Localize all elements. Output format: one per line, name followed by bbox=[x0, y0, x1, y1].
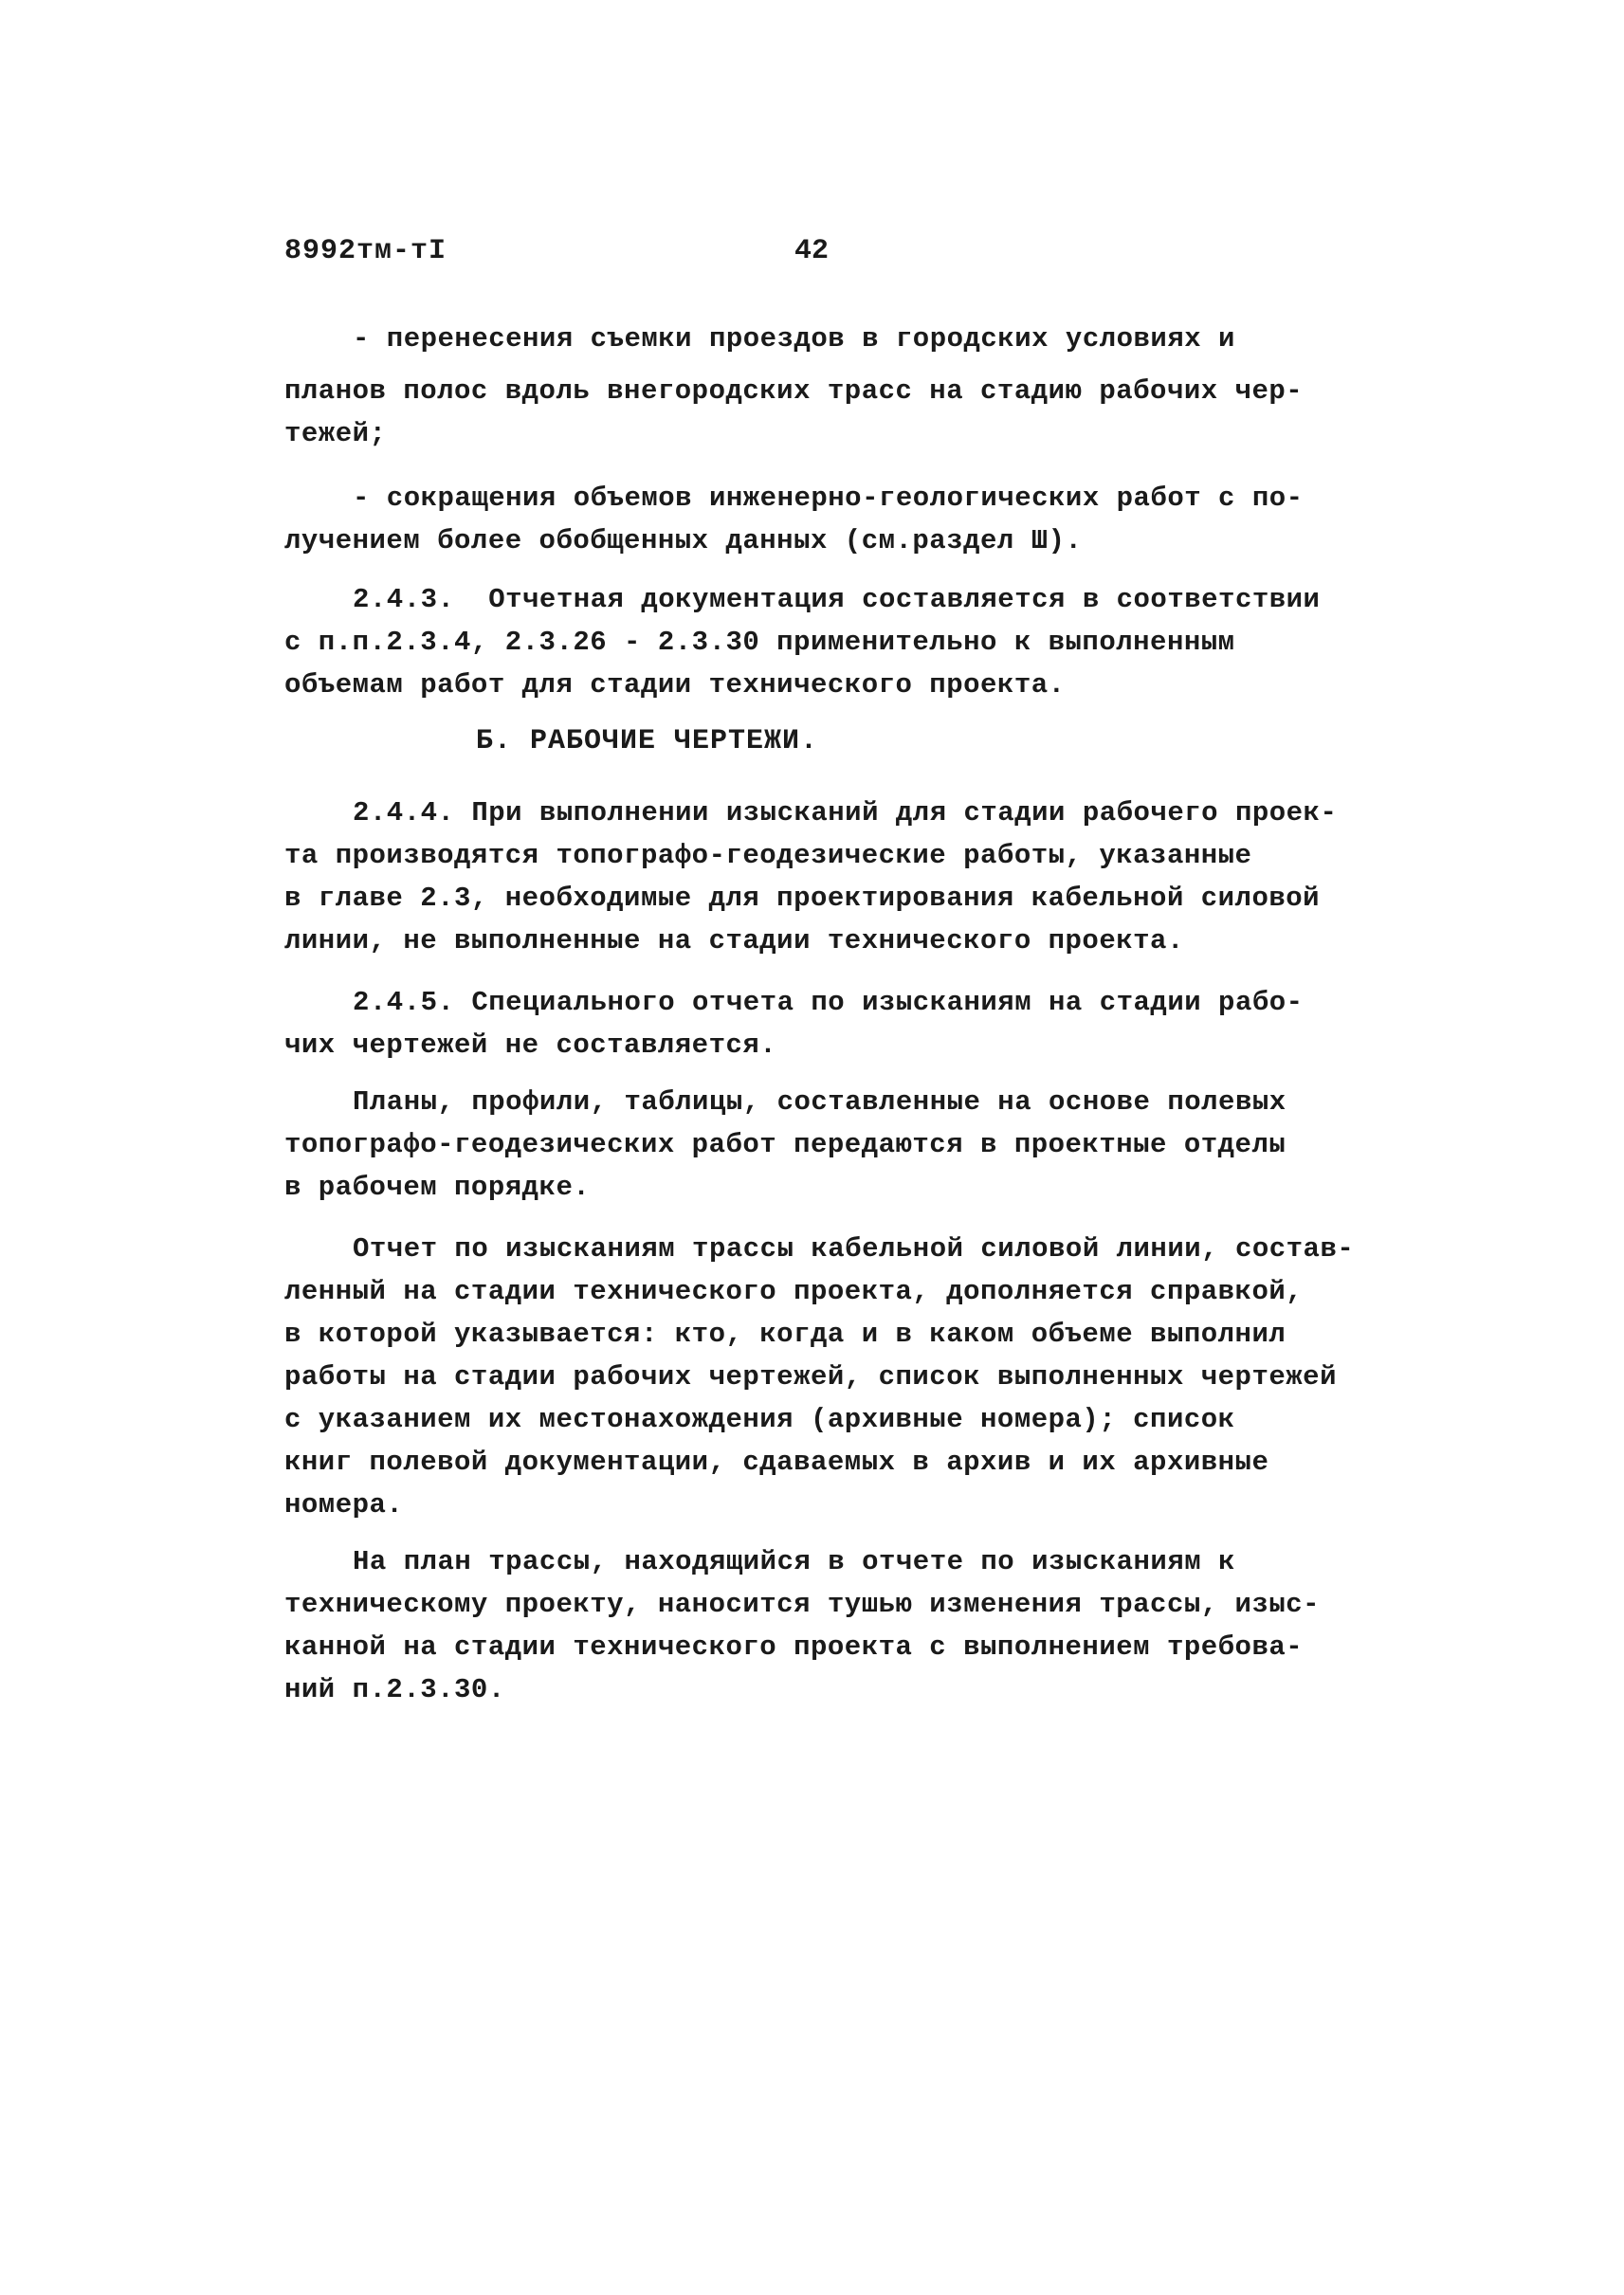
text-line: техническому проекту, наносится тушью изменения трассы, изыс- bbox=[284, 1589, 1321, 1620]
text-line: с указанием их местонахождения (архивные номера); список bbox=[284, 1404, 1235, 1435]
text-line: книг полевой документации, сдаваемых в архив и их архивные bbox=[284, 1447, 1269, 1478]
paragraph-2-4-3 bbox=[284, 578, 1403, 706]
paragraph-route-plan bbox=[284, 1540, 1403, 1711]
section-title: Б. РАБОЧИЕ ЧЕРТЕЖИ. bbox=[476, 725, 819, 757]
text-line: ленный на стадии технического проекта, дополняется справкой, bbox=[284, 1276, 1304, 1307]
text-line: канной на стадии технического проекта с выполнением требова- bbox=[284, 1631, 1304, 1663]
text-line: в главе 2.3, необходимые для проектирования кабельной силовой bbox=[284, 883, 1321, 914]
text-line: топографо-геодезических работ передаются в проектные отделы bbox=[284, 1129, 1286, 1160]
document-code: 8992тм-тI bbox=[284, 235, 447, 267]
text-line: планов полос вдоль внегородских трасс на стадию рабочих чер- bbox=[284, 375, 1304, 407]
text-line: ний п.2.3.30. bbox=[284, 1674, 505, 1705]
text-line: лучением более обобщенных данных (см.раздел Ш). bbox=[284, 525, 1083, 556]
text-line: 2.4.4. При выполнении изысканий для стадии рабочего проек- bbox=[353, 797, 1338, 829]
text-line: объемам работ для стадии технического проекта. bbox=[284, 669, 1066, 701]
text-line: тежей; bbox=[284, 418, 387, 449]
text-line: - перенесения съемки проездов в городских условиях и bbox=[353, 323, 1235, 355]
text-line: На план трассы, находящийся в отчете по изысканиям к bbox=[353, 1546, 1235, 1577]
text-line: работы на стадии рабочих чертежей, список выполненных чертежей bbox=[284, 1361, 1337, 1393]
paragraph-2 bbox=[284, 477, 1403, 562]
text-line: Отчет по изысканиям трассы кабельной силовой линии, состав- bbox=[353, 1233, 1355, 1265]
text-line: та производятся топографо-геодезические работы, указанные bbox=[284, 840, 1252, 871]
text-line: - сокращения объемов инженерно-геологических работ с по- bbox=[353, 483, 1304, 514]
paragraph-2-4-5 bbox=[284, 981, 1403, 1066]
page-number: 42 bbox=[794, 235, 830, 267]
text-line: Планы, профили, таблицы, составленные на основе полевых bbox=[353, 1086, 1286, 1118]
paragraph-plans bbox=[284, 1081, 1403, 1209]
text-line: 2.4.3. Отчетная документация составляется в соответствии bbox=[353, 584, 1321, 615]
text-line: линии, не выполненные на стадии технического проекта. bbox=[284, 925, 1184, 956]
text-line: в рабочем порядке. bbox=[284, 1172, 591, 1203]
paragraph-1 bbox=[284, 318, 1403, 455]
text-line: в которой указывается: кто, когда и в каком объеме выполнил bbox=[284, 1319, 1286, 1350]
paragraph-2-4-4 bbox=[284, 792, 1403, 962]
text-line: чих чертежей не составляется. bbox=[284, 1029, 777, 1061]
paragraph-report bbox=[284, 1228, 1403, 1526]
text-line: номера. bbox=[284, 1489, 404, 1521]
text-line: 2.4.5. Специального отчета по изысканиям на стадии рабо- bbox=[353, 987, 1304, 1018]
text-line: с п.п.2.3.4, 2.3.26 - 2.3.30 применительно к выполненным bbox=[284, 627, 1235, 658]
